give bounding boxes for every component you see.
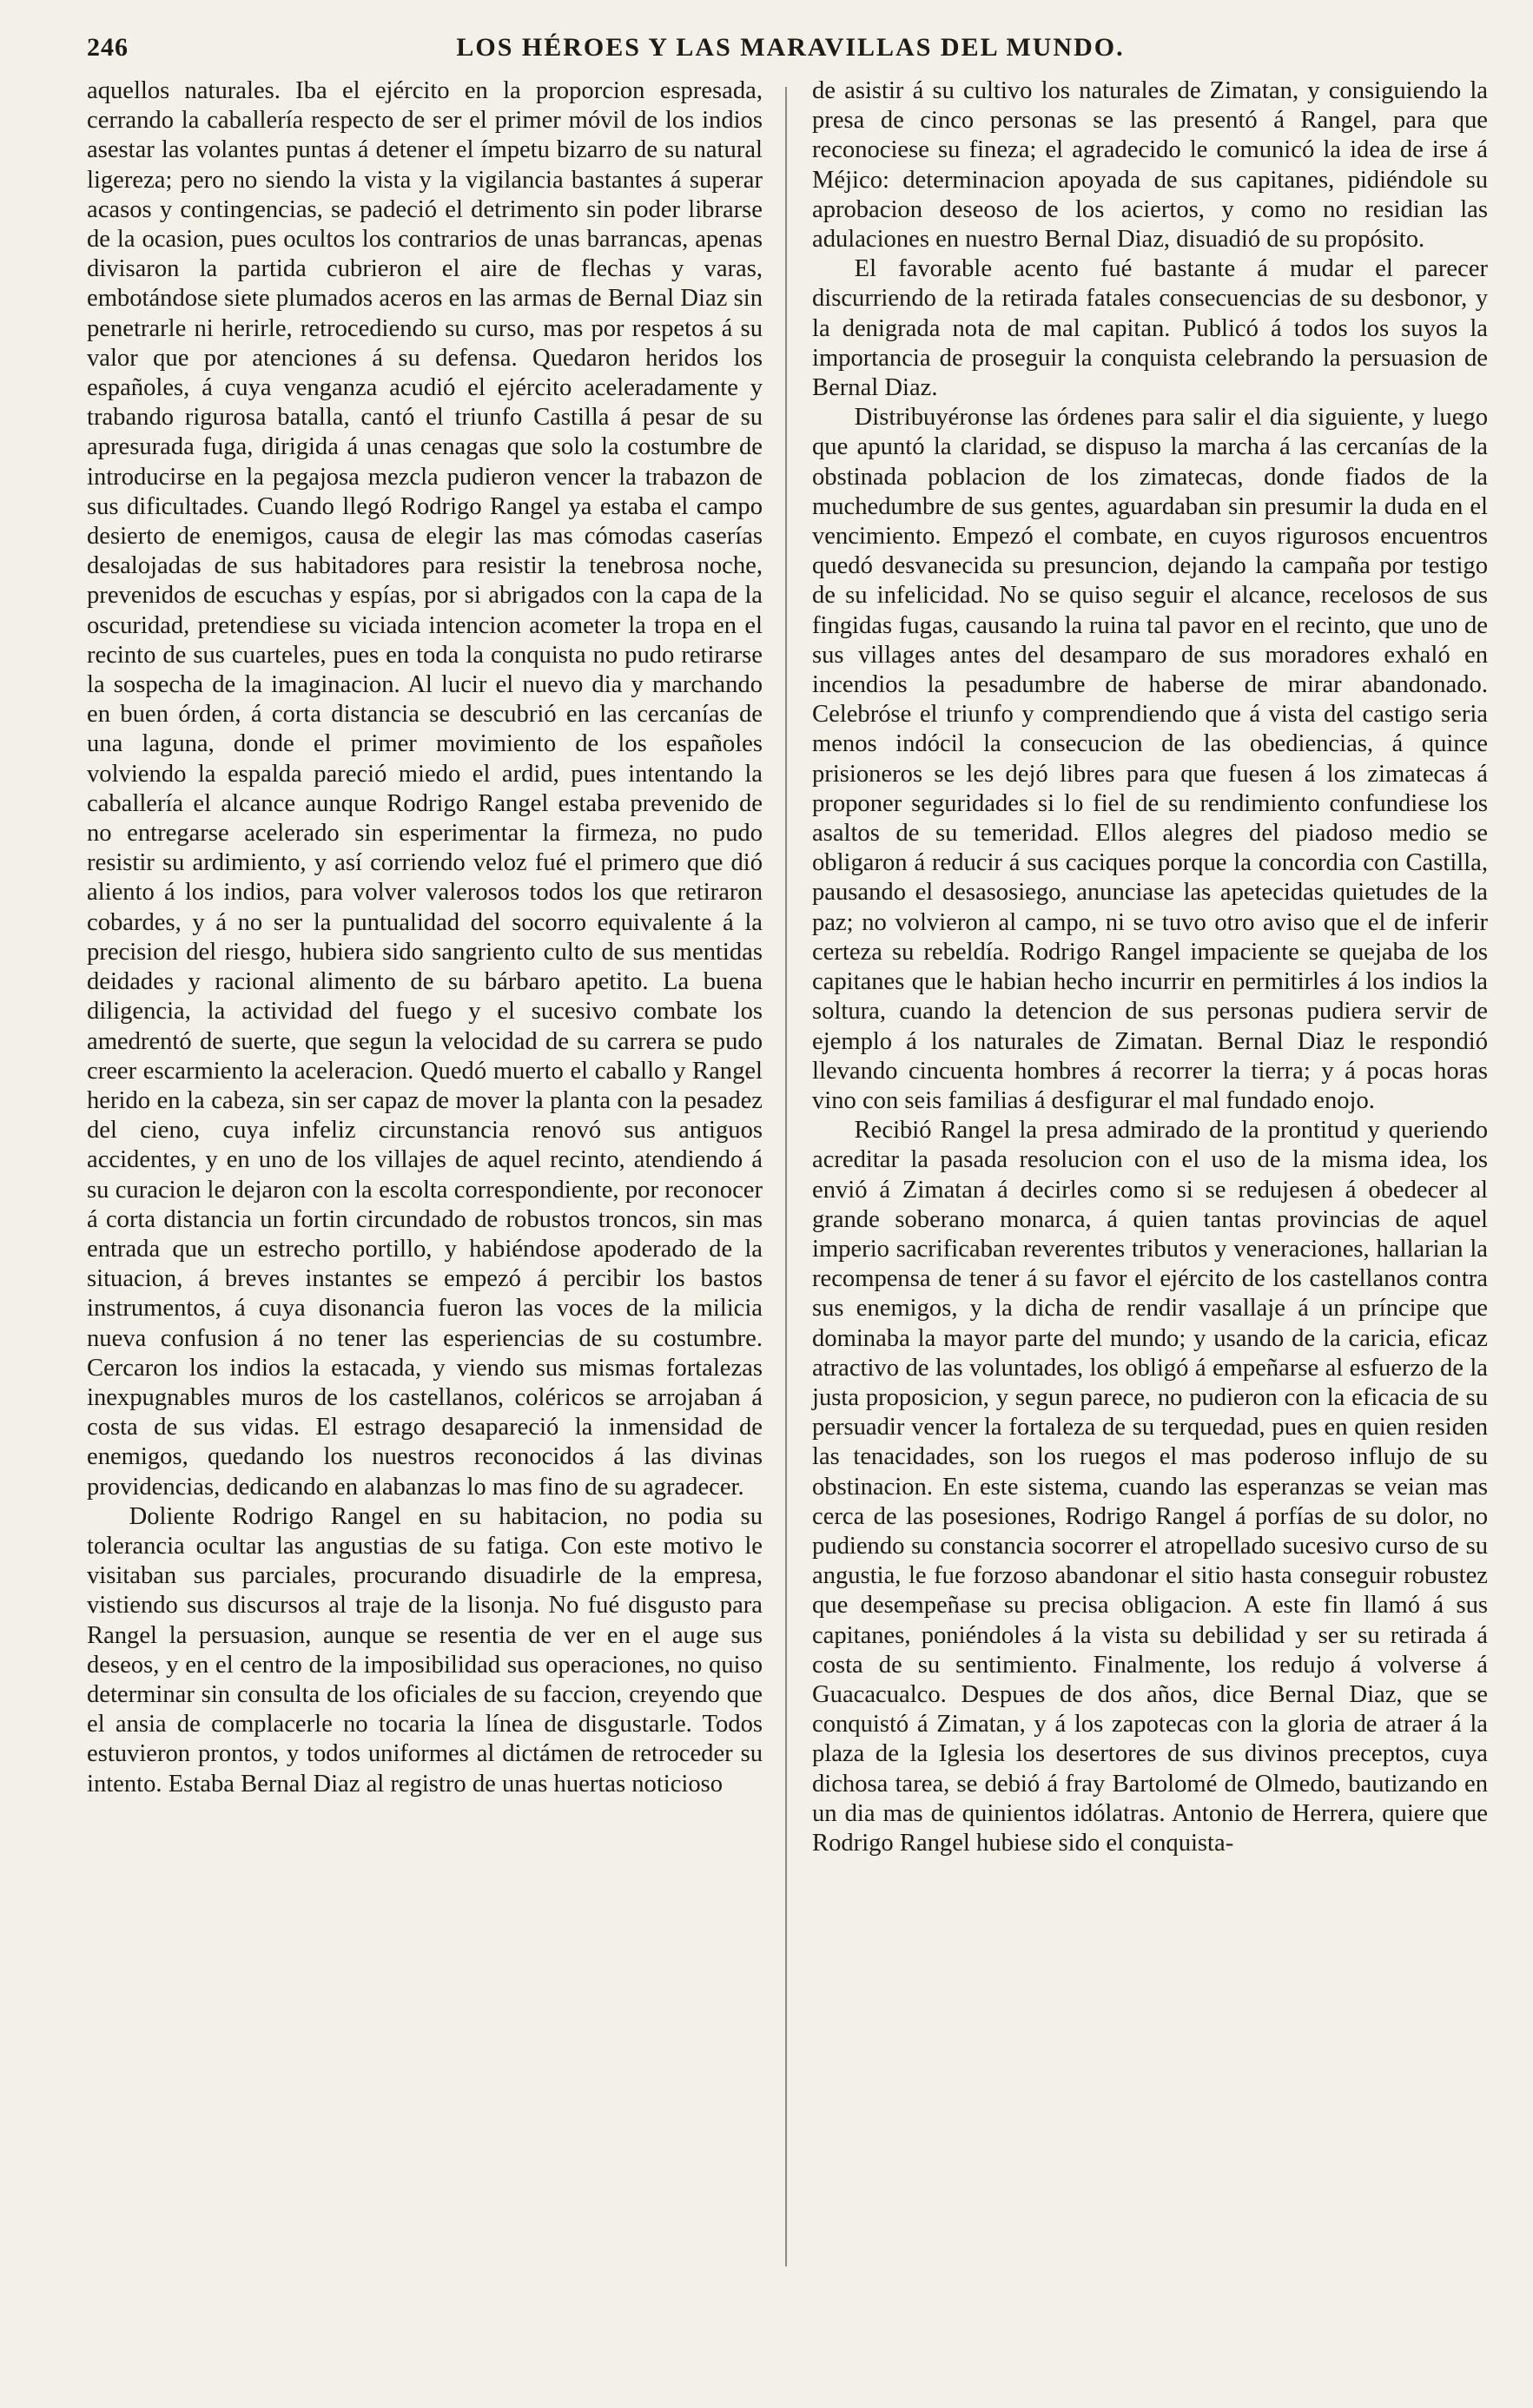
paragraph: Recibió Rangel la presa admirado de la prontitud y queriendo acreditar la pasada resolucion con el uso de la misma idea, los envió á Zimatan á decirles como si se redujesen á obedecer al grande soberano monarca, á quien tantas provincias de aquel imperio sacrificaban reverentes tributos y veneraciones, hallarian la recompensa de tener á su favor el ejército de los castellanos contra sus enemigos, y la dicha de rendir vasallaje á un príncipe que dominaba la mayor parte del mundo; y usando de la caricia, eficaz atractivo de las voluntades, los obligó á empeñarse al esfuerzo de la justa proposicion, y segun parece, no pudieron con la eficacia de su persuadir vencer la fortaleza de su terquedad, pues en quien residen las tenacidades, son los ruegos el mas poderoso influjo de su obstinacion. En este sistema, cuando las esperanzas se veian mas cerca de las posesiones, Rodrigo Rangel á porfías de su dolor, no pudiendo su constancia socorrer el atropellado sucesivo curso de su angustia, le fue forzoso abandonar el sitio hasta conseguir robustez que desempeñase su precisa obligacion. A este fin llamó á sus capitanes, poniéndoles á la vista su debilidad y ser su retirada á costa de su sentimiento. Finalmente, los redujo á volverse á Guacacualco. Despues de dos años, dice Bernal Diaz, que se conquistó á Zimatan, y á los zapotecas con la gloria de atraer á la plaza de la Iglesia los desertores de sus divinos preceptos, cuya dichosa tarea, se debió á fray Bartolomé de Olmedo, bautizando en un dia mas de quinientos idólatras. Antonio de Herrera, quiere que Rodrigo Rangel hubiese sido el conquista- xyxy=(812,1117,1488,1857)
right-column xyxy=(812,76,1488,1858)
paragraph: de asistir á su cultivo los naturales de Zimatan, y consiguiendo la presa de cinco personas se las presentó á Rangel, para que reconociese su fineza; el agradecido le comunicó la idea de irse á Méjico: determinacion apoyada de sus capitanes, pidiéndole su aprobacion deseoso de los aciertos, y como no residian las adulaciones en nuestro Bernal Diaz, disuadió de su propósito. xyxy=(812,77,1488,254)
paragraph: Distribuyéronse las órdenes para salir el dia siguiente, y luego que apuntó la claridad, se dispuso la marcha á las cercanías de la obstinada poblacion de los zimatecas, donde fiados de la muchedumbre de sus gentes, aguardaban sin presumir la duda en el vencimiento. Empezó el combate, en cuyos rigurosos encuentros quedó desvanecida su presuncion, dejando la campaña por testigo de su infelicidad. No se quiso seguir el alcance, recelosos de sus fingidas fugas, causando la ruina tal pavor en el recinto, que uno de sus villages antes del desamparo de sus moradores exhaló en incendios la pesadumbre de haberse de mirar abandonado. Celebróse el triunfo y comprendiendo que á vista del castigo seria menos indócil la consecucion de las obediencias, á quince prisioneros se les dejó libres para que fuesen á los zimatecas á proponer seguridades si lo fiel de su rendimiento confundiese los asaltos de su temeridad. Ellos alegres del piadoso medio se obligaron á reducir á sus caciques porque la concordia con Castilla, pausando el desasosiego, anunciase las apetecidas quietudes de la paz; no volvieron al campo, ni se tuvo otro aviso que el de inferir certeza su rebeldía. Rodrigo Rangel impaciente se quejaba de los capitanes que le habian hecho incurrir en permitirles á los indios la soltura, cuando la detencion de sus personas pudiera servir de ejemplo á los naturales de Zimatan. Bernal Diaz le respondió llevando cincuenta hombres á recorrer la tierra; y á pocas horas vino con seis familias á desfigurar el mal fundado enojo. xyxy=(812,404,1488,1114)
column-divider xyxy=(785,87,787,2266)
paragraph: aquellos naturales. Iba el ejército en la proporcion espresada, cerrando la caballería respecto de ser el primer móvil de los indios asestar las volantes puntas á detener el ímpetu bizarro de su natural ligereza; pero no siendo la vista y la vigilancia bastantes á superar acasos y contingencias, se padeció el detrimento sin poder librarse de la ocasion, pues ocultos los contrarios de unas barrancas, apenas divisaron la partida cubrieron el aire de flechas y varas, embotándose siete plumados aceros en las armas de Bernal Diaz sin penetrarle ni herirle, retrocediendo su curso, mas por respetos á su valor que por atenciones á su defensa. Quedaron heridos los españoles, á cuya venganza acudió el ejército aceleradamente y trabando rigurosa batalla, cantó el triunfo Castilla á pesar de su apresurada fuga, dirigida á unas cenagas que solo la costumbre de introducirse en la pegajosa mezcla pudieron vencer la trabazon de sus dificultades. Cuando llegó Rodrigo Rangel ya estaba el campo desierto de enemigos, causa de elegir las mas cómodas caserías desalojadas de sus habitadores para resistir la tenebrosa noche, prevenidos de escuchas y espías, por si abrigados con la capa de la oscuridad, pretendiese su viciada intencion acometer la tropa en el recinto de sus cuarteles, pues en toda la conquista no pudo retirarse la sospecha de la imaginacion. Al lucir el nuevo dia y marchando en buen órden, á corta distancia se descubrió en las cercanías de una laguna, donde el primer movimiento de los españoles volviendo la espalda pareció miedo el ardid, pues intentando la caballería el alcance aunque Rodrigo Rangel estaba prevenido de no entregarse acelerado sin esperimentar la firmeza, no pudo resistir su ardimiento, y así corriendo veloz fué el primero que dió aliento á los indios, para volver valerosos todos los que retiraron cobardes, y á no ser la puntualidad del socorro equivalente á la precision del riesgo, hubiera sido sangriento culto de sus mentidas deidades y racional alimento de su bárbaro apetito. La buena diligencia, la actividad del fuego y el sucesivo combate los amedrentó de suerte, que segun la velocidad de su carrera se pudo creer escarmiento la aceleracion. Quedó muerto el caballo y Rangel herido en la cabeza, sin ser capaz de mover la planta con la pesadez del cieno, cuya infeliz circunstancia renovó sus antiguos accidentes, y en uno de los villajes de aquel recinto, atendiendo á su curacion le dejaron con la escolta correspondiente, por reconocer á corta distancia un fortin circundado de robustos troncos, sin mas entrada que un estrecho portillo, y habiéndose apoderado de la situacion, á breves instantes se empezó á percibir los bastos instrumentos, á cuya disonancia fueron las voces de la milicia nueva confusion á no tener las esperiencias de su costumbre. Cercaron los indios la estacada, y viendo sus mismas fortalezas inexpugnables muros de los castellanos, coléricos se arrojaban á costa de sus vidas. El estrago desapareció la inmensidad de enemigos, quedando los nuestros reconocidos á las divinas providencias, dedicando en alabanzas lo mas fino de su agradecer. xyxy=(87,77,763,1501)
left-column xyxy=(87,76,763,1799)
page-header xyxy=(87,33,1494,76)
paragraph: El favorable acento fué bastante á mudar el parecer discurriendo de la retirada fatales consecuencias de su desbonor, y la denigrada nota de mal capitan. Publicó á todos los suyos la importancia de proseguir la conquista celebrando la persuasion de Bernal Diaz. xyxy=(812,255,1488,402)
running-title: LOS HÉROES Y LAS MARAVILLAS DEL MUNDO. xyxy=(456,33,1125,62)
paragraph: Doliente Rodrigo Rangel en su habitacion, no podia su tolerancia ocultar las angustias de su fatiga. Con este motivo le visitaban sus parciales, procurando disuadirle de la empresa, vistiendo sus discursos al traje de la lisonja. No fué disgusto para Rangel la persuasion, aunque se resentia de ver en el auge sus deseos, y en el centro de la imposibilidad sus operaciones, no quiso determinar sin consulta de los oficiales de su faccion, creyendo que el ansia de complacerle no tocaria la línea de disgustarle. Todos estuvieron prontos, y todos uniformes al dictámen de retroceder su intento. Estaba Bernal Diaz al registro de unas huertas noticioso xyxy=(87,1502,763,1798)
page-number: 246 xyxy=(87,33,129,62)
